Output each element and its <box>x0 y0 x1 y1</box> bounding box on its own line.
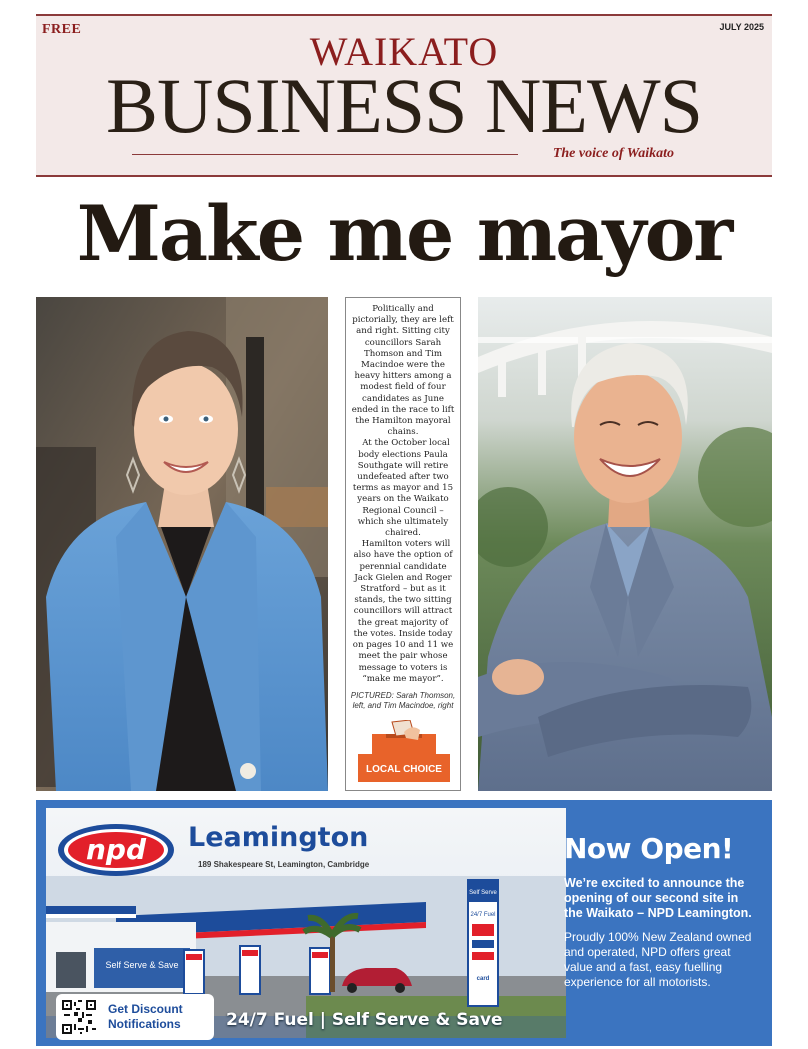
qr-code-icon[interactable] <box>62 1000 96 1034</box>
ad-visual-panel <box>46 808 566 1038</box>
tagline: The voice of Waikato <box>552 146 674 161</box>
story-text <box>350 304 456 685</box>
masthead <box>36 14 772 177</box>
pylon-self-serve: Self Serve <box>469 890 497 896</box>
pylon-card: card <box>476 976 490 982</box>
npd-logo-text: npd <box>85 833 147 866</box>
headline: Make me mayor <box>76 189 732 278</box>
discount-notifications-card[interactable] <box>56 994 214 1040</box>
photo-caption: PICTURED: Sarah Thomson, left, and Tim Macindoe, right <box>350 690 456 710</box>
ad-address: 189 Shakespeare St, Leamington, Cambridge <box>198 860 370 869</box>
badge-label: LOCAL CHOICE <box>366 764 442 775</box>
story-paragraph: Hamilton voters will also have the option of perennial candidate Jack Gielen and Roger Stratford – but as it stands, the two sitting councillors will attract the great majority of the votes. Inside today on pages 10 and 11 we meet the pair whose message to voters is “make me mayor”. <box>352 539 454 684</box>
local-choice-badge <box>358 720 450 782</box>
tagline-rule <box>132 154 518 155</box>
get-discount-notifications-text[interactable]: Get Discount Notifications <box>108 1002 183 1031</box>
story-paragraph: Politically and pictorially, they are left and right. Sitting city councillors Sarah Thomson and Tim Macindoe were the heavy hitters among a modest field of four candidates as June ended in the race to lift the Hamilton mayoral chains. <box>351 304 455 438</box>
npd-advertisement[interactable] <box>36 800 772 1046</box>
now-open-heading: Now Open! <box>564 832 734 865</box>
ad-announcement: We’re excited to announce the opening of our second site in the Waikato – NPD Leamington. <box>564 876 752 920</box>
photo-sarah-thomson <box>36 297 328 791</box>
story-paragraph: At the October local body elections Paula Southgate will retire undefeated after two terms as mayor and 15 years on the Waikato Regional Council – which she ultimately chaired. <box>352 438 454 539</box>
ad-about-npd: Proudly 100% New Zealand owned and operated, NPD offers great value and a fast, easy fuelling experience for all motorists. <box>564 930 752 989</box>
issue-date: JULY 2025 <box>719 22 764 32</box>
story-column <box>345 297 461 791</box>
free-label: FREE <box>42 22 82 37</box>
npd-logo <box>56 822 176 878</box>
logo-waikato: WAIKATO <box>309 29 499 74</box>
canopy-sign-text: Self Serve & Save <box>105 960 179 970</box>
pylon-fuel: 24/7 Fuel <box>470 912 496 918</box>
ad-location-title: Leamington <box>188 822 369 853</box>
fuel-slogan: 24/7 Fuel | Self Serve & Save <box>226 1010 503 1030</box>
logo-business-news: BUSINESS NEWS <box>106 62 702 149</box>
photo-tim-macindoe <box>478 297 772 791</box>
